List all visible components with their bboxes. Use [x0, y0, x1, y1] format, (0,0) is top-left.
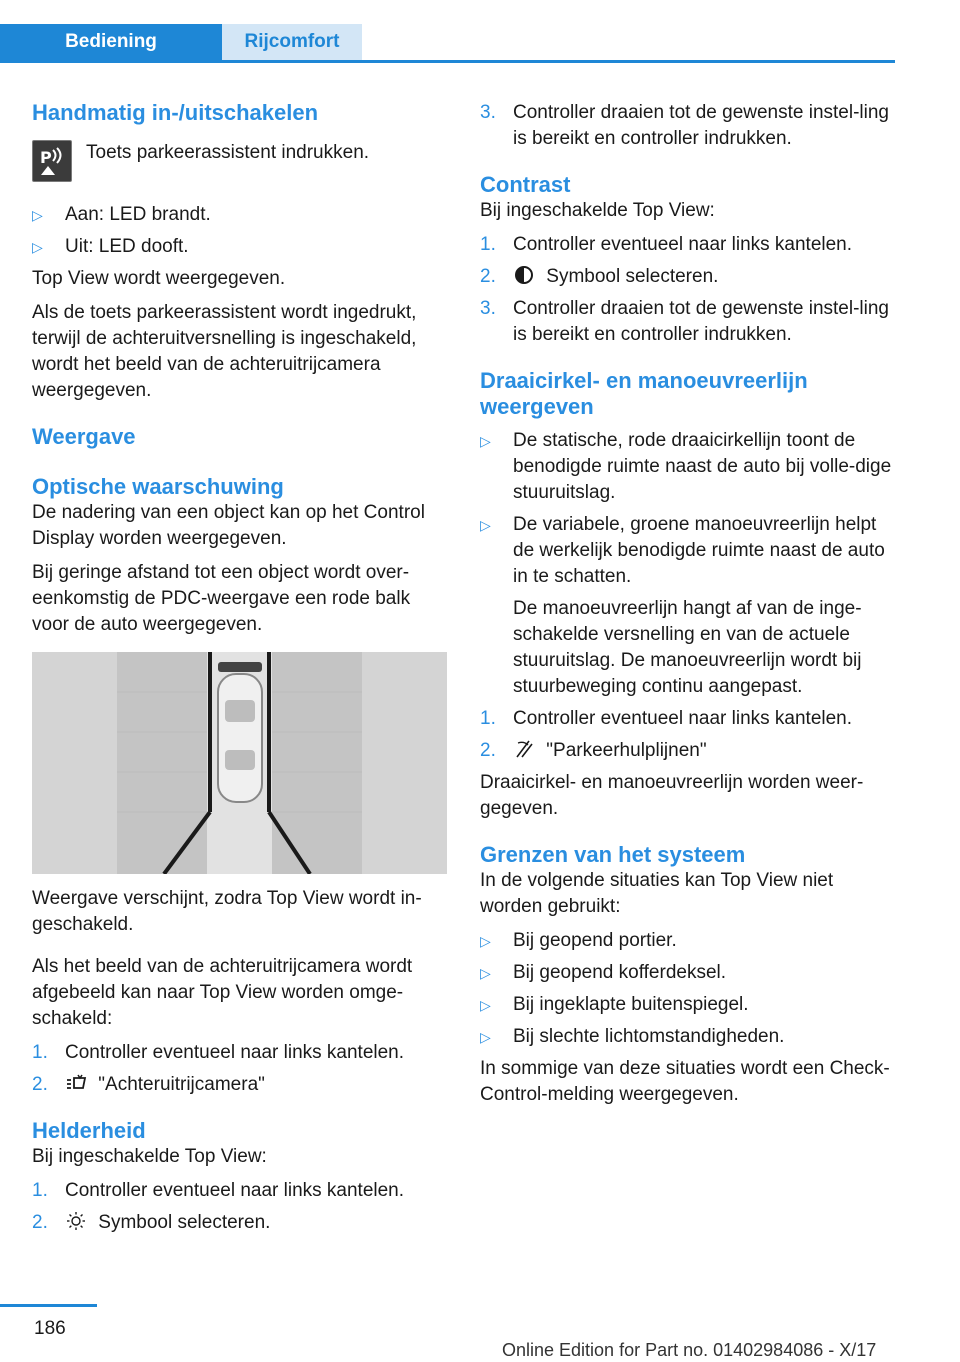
- heading-weergave: Weergave: [32, 424, 136, 449]
- list-item: [480, 428, 898, 506]
- paragraph: Als de toets parkeerassistent wordt ingedrukt, terwijl de achteruitversnelling is ingeschakeld, wordt het beeld van de achteruitrijcamera weergegeven.: [32, 302, 417, 401]
- list-item: [480, 928, 898, 954]
- step-item: [480, 296, 898, 348]
- step-item: [480, 706, 898, 732]
- list-item-text: Uit: LED dooft.: [65, 236, 189, 257]
- bullet-triangle-icon: ▷: [32, 207, 43, 223]
- list-item: [32, 234, 450, 260]
- step-number: 3.: [480, 102, 496, 123]
- parking-lines-icon: [513, 739, 535, 759]
- list-item-text: De variabele, groene manoeuvreerlijn helpt de werkelijk benodigde ruimte naast de auto in te schatten.: [513, 514, 885, 587]
- step-text: "Achteruitrijcamera": [98, 1074, 265, 1095]
- list-item-text: Bij geopend kofferdeksel.: [513, 962, 727, 983]
- contrast-icon: [513, 265, 535, 285]
- heading-brightness: Helderheid: [32, 1118, 146, 1143]
- step-number: 1.: [32, 1180, 48, 1201]
- heading-limits: Grenzen van het systeem: [480, 842, 746, 867]
- tab-rijcomfort[interactable]: Rijcomfort: [222, 24, 362, 60]
- park-assist-button-icon: [32, 140, 72, 182]
- bullet-triangle-icon: ▷: [480, 433, 491, 449]
- paragraph: In de volgende situaties kan Top View niet worden gebruikt:: [480, 870, 834, 917]
- step-number: 2.: [480, 266, 496, 287]
- step-item: [480, 100, 898, 152]
- paragraph: Bij geringe afstand tot een object wordt over-eenkomstig de PDC-weergave een rode balk voor de auto weergegeven.: [32, 562, 411, 635]
- list-item: [480, 1024, 898, 1050]
- bullet-triangle-icon: ▷: [32, 239, 43, 255]
- step-text: Symbool selecteren.: [98, 1212, 271, 1233]
- step-text: Controller eventueel naar links kantelen.: [65, 1180, 405, 1201]
- list-item-text: Bij ingeklapte buitenspiegel.: [513, 994, 749, 1015]
- list-item-text: Bij slechte lichtomstandigheden.: [513, 1026, 785, 1047]
- svg-text:P: P: [40, 148, 52, 167]
- list-item: [32, 202, 450, 228]
- paragraph: Bij ingeschakelde Top View:: [32, 1146, 267, 1167]
- paragraph: In sommige van deze situaties wordt een Check-Control-melding weergegeven.: [480, 1058, 890, 1105]
- left-column: [32, 100, 450, 1242]
- step-text: Controller draaien tot de gewenste instel-ling is bereikt en controller indrukken.: [513, 102, 889, 149]
- bullet-triangle-icon: ▷: [480, 1029, 491, 1045]
- step-number: 1.: [480, 234, 496, 255]
- step-text: Symbool selecteren.: [546, 266, 719, 287]
- heading-manual: Handmatig in-/uitschakelen: [32, 100, 319, 125]
- bullet-triangle-icon: ▷: [480, 517, 491, 533]
- figure-caption: Weergave verschijnt, zodra Top View wordt in-geschakeld.: [32, 888, 422, 935]
- step-number: 2.: [32, 1074, 48, 1095]
- step-text: Controller eventueel naar links kantelen.: [513, 708, 853, 729]
- bullet-triangle-icon: ▷: [480, 997, 491, 1013]
- bullet-triangle-icon: ▷: [480, 965, 491, 981]
- step-number: 3.: [480, 298, 496, 319]
- step-text: Controller eventueel naar links kantelen.: [65, 1042, 405, 1063]
- list-item: [480, 960, 898, 986]
- step-item: [480, 738, 898, 764]
- step-text: "Parkeerhulplijnen": [546, 740, 707, 761]
- step-item: [480, 232, 898, 258]
- press-button-text: Toets parkeerassistent indrukken.: [86, 142, 370, 163]
- step-item: [480, 264, 898, 290]
- step-number: 2.: [480, 740, 496, 761]
- list-item: [480, 512, 898, 590]
- rear-camera-icon: [65, 1073, 87, 1093]
- step-text: Controller draaien tot de gewenste instel-ling is bereikt en controller indrukken.: [513, 298, 889, 345]
- list-item: [480, 992, 898, 1018]
- footer-divider: [0, 1304, 97, 1307]
- list-item-text: Bij geopend portier.: [513, 930, 677, 951]
- paragraph: Draaicirkel- en manoeuvreerlijn worden weer-gegeven.: [480, 772, 864, 819]
- tab-bediening[interactable]: Bediening: [0, 24, 222, 60]
- edition-note: Online Edition for Part no. 01402984086 - X/17: [502, 1340, 877, 1360]
- step-item: [32, 1072, 450, 1098]
- paragraph: Als het beeld van de achteruitrijcamera wordt afgebeeld kan naar Top View worden omge-schakeld:: [32, 956, 413, 1029]
- park-assist-instruction: [32, 140, 450, 182]
- list-item-text: De statische, rode draaicirkellijn toont de benodigde ruimte naast de auto bij volle-dige stuuruitslag.: [513, 430, 892, 503]
- right-column: [480, 100, 898, 1116]
- paragraph: Bij ingeschakelde Top View:: [480, 200, 715, 221]
- step-number: 1.: [480, 708, 496, 729]
- list-item-text: Aan: LED brandt.: [65, 204, 211, 225]
- heading-optical-warning: Optische waarschuwing: [32, 474, 284, 499]
- brightness-icon: [65, 1211, 87, 1231]
- bullet-triangle-icon: ▷: [480, 933, 491, 949]
- step-number: 2.: [32, 1212, 48, 1233]
- heading-contrast: Contrast: [480, 172, 571, 197]
- step-item: [32, 1040, 450, 1066]
- step-text: Controller eventueel naar links kantelen.: [513, 234, 853, 255]
- paragraph: De nadering van een object kan op het Control Display worden weergegeven.: [32, 502, 425, 549]
- step-item: [32, 1210, 450, 1236]
- heading-turning-lines: Draaicirkel- en manoeuvreerlijn weergeven: [480, 368, 808, 419]
- page-number: 186: [34, 1318, 66, 1339]
- step-item: [32, 1178, 450, 1204]
- paragraph: Top View wordt weergegeven.: [32, 268, 286, 289]
- tab-bar: [0, 24, 895, 63]
- top-view-illustration: [32, 652, 447, 874]
- step-number: 1.: [32, 1042, 48, 1063]
- indented-paragraph: De manoeuvreerlijn hangt af van de inge-schakelde versnelling en van de actuele stuuruitslag. De manoeuvreerlijn wordt bij stuurbeweging continu aangepast.: [513, 598, 862, 697]
